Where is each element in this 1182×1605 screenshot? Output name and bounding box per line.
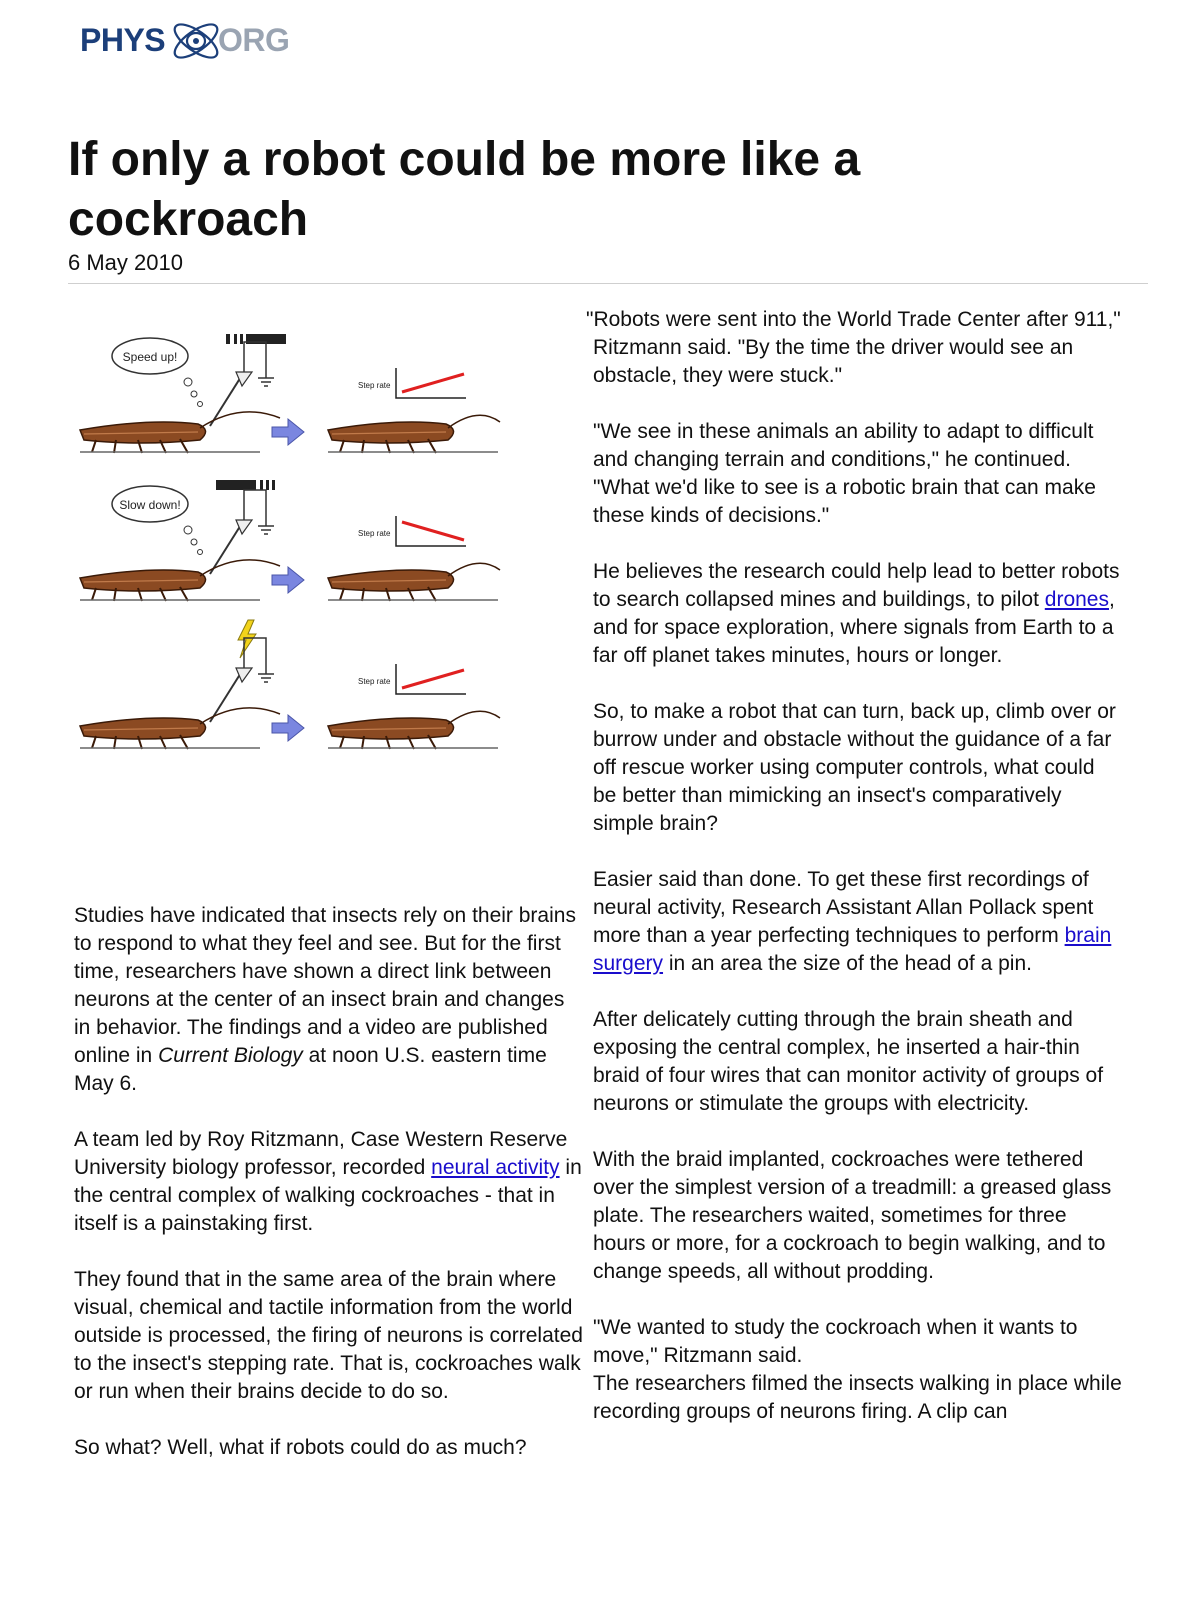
paragraph: He believes the research could help lead to better robots to search collapsed mines and buildings, to pilot drones, and for space exploration, where signals from Earth to a far off planet takes minutes, hours or longer. — [593, 560, 1120, 667]
paragraph: Studies have indicated that insects rely on their brains to respond to what they feel and see. But for the first time, researchers have shown a direct link between neurons at the center of an insect brain and changes in behavior. The findings and a video are published online in Current Biology at noon U.S. eastern time May 6. — [74, 904, 576, 1095]
label-step-rate-1: Step rate — [358, 381, 391, 390]
link-drones[interactable]: drones — [1044, 588, 1109, 611]
right-column — [586, 306, 1123, 1426]
paragraph: After delicately cutting through the brain sheath and exposing the central complex, he inserted a hair-thin braid of four wires that can monitor activity of groups of neurons or stimulate the groups with electricity. — [593, 1008, 1104, 1115]
link-brain-surgery[interactable]: brain surgery — [593, 924, 1112, 975]
article-title: If only a robot could be more like a cockroach — [68, 133, 861, 246]
paragraph: The researchers filmed the insects walking in place while recording groups of neurons firing. A clip can — [593, 1372, 1122, 1423]
logo-text-org: ORG — [218, 22, 290, 58]
header-divider — [68, 283, 1148, 284]
label-slow-down: Slow down! — [119, 498, 181, 512]
cockroach-diagram-figure — [76, 322, 506, 762]
paragraph: "We see in these animals an ability to adapt to difficult and changing terrain and conditions," he continued. "What we'd like to see is a robotic brain that can make these kinds of decisions." — [593, 420, 1096, 527]
site-logo[interactable] — [80, 8, 310, 74]
paragraph: A team led by Roy Ritzmann, Case Western Reserve University biology professor, recorded neural activity in the central complex of walking cockroaches - that in itself is a painstaking first. — [74, 1128, 582, 1235]
paragraph: So, to make a robot that can turn, back up, climb over or burrow under and obstacle without the guidance of a far off rescue worker using computer controls, what could be better than mimicking an insect's comparatively simple brain? — [593, 700, 1116, 835]
article-date: 6 May 2010 — [68, 250, 183, 275]
atom-icon — [168, 8, 224, 74]
panel-speed-up — [80, 334, 500, 453]
panel-stimulation — [80, 620, 500, 749]
journal-name: Current Biology — [158, 1044, 303, 1067]
paragraph: They found that in the same area of the brain where visual, chemical and tactile information from the world outside is processed, the firing of neurons is correlated to the insect's stepping rate. That is, cockroaches walk or run when their brains decide to do so. — [74, 1268, 583, 1403]
label-speed-up: Speed up! — [122, 350, 178, 364]
label-step-rate-3: Step rate — [358, 677, 391, 686]
label-step-rate-2: Step rate — [358, 529, 391, 538]
paragraph: With the braid implanted, cockroaches were tethered over the simplest version of a treadmill: a greased glass plate. The researchers waited, sometimes for three hours or more, for a cockroach to begin walking, and to change speeds, all without prodding. — [593, 1148, 1112, 1283]
lightning-icon — [238, 620, 256, 658]
paragraph: "We wanted to study the cockroach when it wants to move," Ritzmann said. — [593, 1316, 1078, 1367]
paragraph: Easier said than done. To get these first recordings of neural activity, Research Assistant Allan Pollack spent more than a year perfecting techniques to perform brain surgery in an area the size of the head of a pin. — [593, 868, 1112, 975]
paragraph: "Robots were sent into the World Trade Center after 911," Ritzmann said. "By the time the driver would see an obstacle, they were stuck." — [586, 308, 1121, 387]
logo-text-phys: PHYS — [80, 22, 166, 58]
panel-slow-down — [80, 480, 500, 601]
link-neural-activity[interactable]: neural activity — [431, 1156, 560, 1179]
left-column — [74, 902, 586, 1490]
paragraph: So what? Well, what if robots could do as much? — [74, 1436, 527, 1459]
